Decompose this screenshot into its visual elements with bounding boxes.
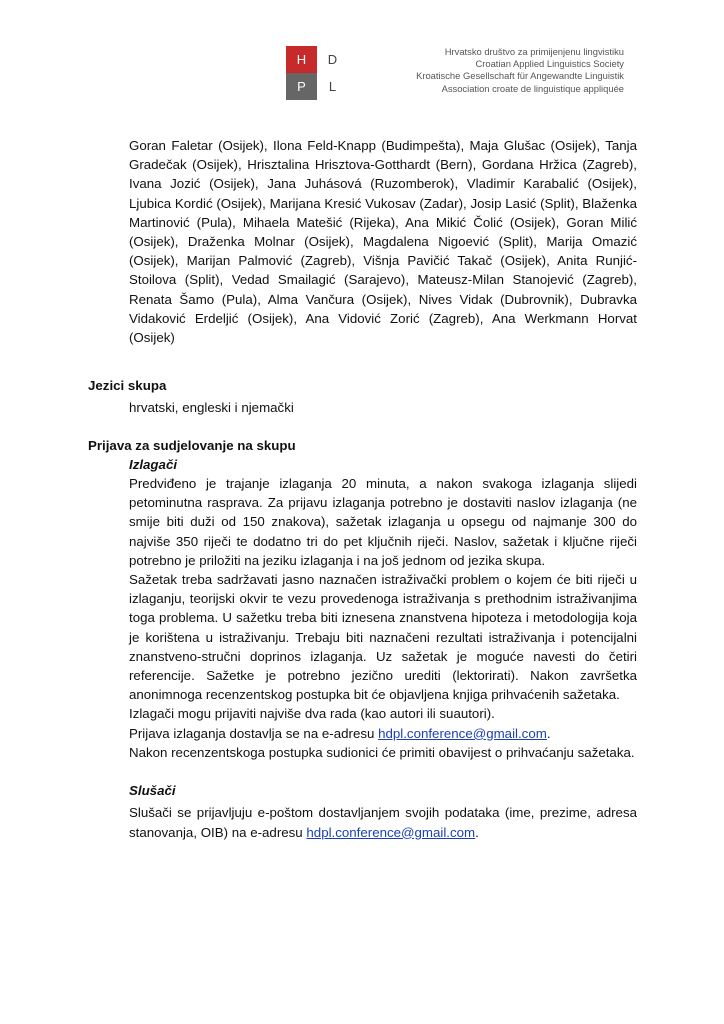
presenters-heading: Izlagači — [129, 456, 178, 472]
languages-text: hrvatski, engleski i njemački — [129, 400, 294, 416]
presenters-paragraph-2: Sažetak treba sadržavati jasno naznačen istraživački problem o kojem će biti riječi u izlaganju, teorijski okvir te vezu provedenoga istraživanja s prethodnim istraživanjima toga problema. U sažetku treba biti iznesena znanstvena hipoteza i metodologija koja je korištena u istraživanju. Trebaju biti naznačeni rezultati istraživanja i potencijalni znanstveno-stručni doprinos izlaganja. Uz sažetak je moguće navesti do četiri referencije. Sažetke je potrebno jezično urediti (lektorirati). Nakon završetka anonimnoga recenzentskog postupka bit će objavljena knjiga prihvaćenih sažetaka. — [129, 572, 637, 703]
submission-text: Prijava izlaganja dostavlja se na e-adresu — [129, 725, 379, 741]
logo-letter-d: D — [317, 46, 348, 73]
logo-letter-p: P — [286, 73, 317, 100]
presenters-paragraph-5: Nakon recenzentskoga postupka sudionici će primiti obavijest o prihvaćanju sažetaka. — [129, 744, 635, 760]
presenters-paragraph-4 — [129, 724, 637, 743]
society-name-en: Croatian Applied Linguistics Society — [475, 58, 624, 70]
application-heading: Prijava za sudjelovanje na skupu — [88, 437, 296, 453]
listeners-email-link[interactable]: hdpl.conference@gmail.com — [306, 824, 476, 840]
presenters-paragraph-1: Predviđeno je trajanje izlaganja 20 minuta, a nakon svakoga izlaganja slijedi petominutna rasprava. Za prijavu izlaganja potrebno je dostaviti naslov izlaganja (ne smije biti duži od 150 znakova), sažetak izlaganja u opsegu od najmanje 300 do najviše 350 riječi te dodatno tri do pet ključnih riječi. Naslov, sažetak i ključne riječi potrebno je priložiti na jeziku izlaganja i na još jednom od jezika skupa. — [129, 476, 637, 568]
society-name-de: Kroatische Gesellschaft für Angewandte Linguistik — [416, 70, 624, 82]
presenters-section — [129, 474, 637, 762]
listeners-description: Slušači se prijavljuju e-poštom dostavljanjem svojih podataka (ime, prezime, adresa stanovanja, OIB) na e-adresu — [129, 805, 637, 840]
submission-period: . — [546, 725, 551, 741]
committee-list: Goran Faletar (Osijek), Ilona Feld-Knapp (Budimpešta), Maja Glušac (Osijek), Tanja Gradečak (Osijek), Hrisztalina Hrisztova-Gotthardt (Bern), Gordana Hržica (Zagreb), Ivana Jozić (Osijek), Jana Juhásová (Ruzomberok), Vladimir Karabalić (Osijek), Ljubica Kordić (Osijek), Marijana Kresić Vukosav (Zadar), Josip Lasić (Split), Blaženka Martinović (Pula), Mihaela Matešić (Rijeka), Ana Mikić Čolić (Osijek), Goran Milić (Osijek), Draženka Molnar (Osijek), Magdalena Nigoević (Split), Marija Omazić (Osijek), Marijan Palmović (Zagreb), Višnja Pavičić Takač (Osijek), Anita Runjić-Stoilova (Split), Vedad Smailagić (Sarajevo), Mateusz-Milan Stanojević (Zagreb), Renata Šamo (Pula), Alma Vančura (Osijek), Nives Vidak (Dubrovnik), Dubravka Vidaković Erdeljić (Osijek), Ana Vidović Zorić (Zagreb), Ana Werkmann Horvat (Osijek) — [129, 138, 637, 346]
presenters-email-link[interactable]: hdpl.conference@gmail.com — [378, 725, 547, 741]
logo-letter-h: H — [286, 46, 317, 73]
logo — [286, 46, 348, 100]
listeners-heading: Slušači — [129, 783, 176, 799]
listeners-period: . — [475, 824, 479, 840]
society-names — [416, 46, 624, 95]
document-body — [88, 136, 637, 842]
presenters-paragraph-3: Izlagači mogu prijaviti najviše dva rada (kao autori ili suautori). — [129, 706, 495, 722]
listeners-text — [129, 803, 637, 841]
society-name-fr: Association croate de linguistique appliquée — [441, 82, 624, 94]
logo-letter-l: L — [317, 73, 348, 100]
society-name-hr: Hrvatsko društvo za primijenjenu lingvistiku — [444, 46, 624, 57]
languages-heading: Jezici skupa — [88, 378, 167, 394]
